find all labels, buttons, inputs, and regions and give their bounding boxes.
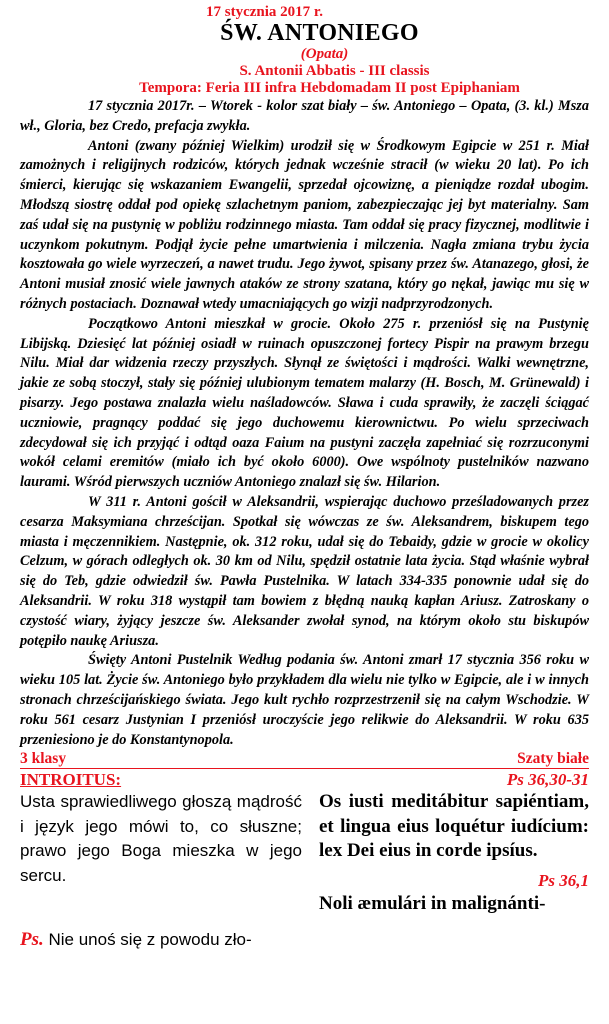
- paragraph-alexandria: W 311 r. Antoni gościł w Aleksandrii, wspierając duchowo prześladowanych przez cesarza Maksymiana chrześcijan. Spotkał się wówczas ze św. Aleksandrem, biskupem tego miasta i męczennikiem. Następnie, ok. 312 roku, udał się do Tebaidy, gdzie w grocie w okolicy Celzum, w górach odległych ok. 30 km od Nilu, spędził ostatnie lata życia. Stąd właśnie wybrał się do Teb, gdzie odwiedził św. Pawła Pustelnika. W latach 334-335 ponownie udał się do Aleksandrii. W roku 318 wystąpił tam bowiem z błędną nauką kapłan Ariusz. Zatroskany o czystość wiary, żyjący jeszcze św. Aleksander zwołał synod, na którym około stu biskupów potępiło naukę Ariusza.: [20, 493, 589, 649]
- polish-column: [20, 790, 302, 953]
- latin-antiphon: Os iusti meditábitur sapiéntiam, et lingua eius loquétur iudícium: lex Dei eius in corde ipsíus.: [319, 791, 589, 862]
- latin-column: [319, 790, 589, 953]
- paragraph-desert: Początkowo Antoni mieszkał w grocie. Około 275 r. przeniósł się na Pustynię Libijską. Dziesięć lat później osiadł w ruinach opuszczonej fortecy Pispir na prawym brzegu Nilu. Miał dar widzenia rzeczy przyszłych. Słynął ze świętości i mądrości. Walki wewnętrzne, jakie ze sobą stoczył, stały się później ulubionym tematem malarzy (H. Bosch, M. Grünewald) i pisarzy. Jego postawa znalazła wielu naśladowców. Sława i cuda sprawiły, że zaczęli ściągać uczniowie, pragnący poddać się jego duchowemu kierownictwu. Po wielu sprzeciwach zdecydował się ich przyjąć i odtąd oaza Faium na pustyni zaczęła zapełniać się rozrzuconymi wokół celami eremitów (miało ich być około 6000). Owe wspólnoty pustelników nazwano laurami. Wśród pierwszych uczniów Antoniego znalazł się św. Hilarion.: [20, 315, 589, 491]
- latin-tempora: Tempora: Feria III infra Hebdomadam II post Epiphaniam: [139, 80, 520, 96]
- vestments-label: Szaty białe: [517, 750, 589, 768]
- paragraph-life: Antoni (zwany później Wielkim) urodził się w Środkowym Egipcie w 251 r. Miał zamożnych i religijnych rodziców, których jednak wcześnie stracił (w wieku 20 lat). Po ich śmierci, kierując się wskazaniem Ewangelii, sprzedał ojcowiznę, a pieniądze rozdał ubogim. Młodszą siostrę oddał pod opiekę szlachetnym paniom, zabezpieczając jej byt materialny. Sam zaś udał się na pustynię w pobliżu rodzinnego miasta. Tam oddał się pracy fizycznej, modlitwie i uczynkom pokutnym. Podjął życie pełne umartwienia i milczenia. Nagła zmiana trybu życia kosztowała go wiele wyrzeczeń, a nawet trudu. Jego żywot, spisany przez św. Atanazego, głosi, że Antoni musiał znosić wiele jawnych ataków ze strony szatana, który go nękał, jawiąc mu się w różnych postaciach. Doznawał wtedy umacniających go wizji nadprzyrodzonych.: [20, 137, 589, 312]
- class-label: 3 klasy: [20, 750, 67, 768]
- polish-antiphon: Usta sprawiedliwego głoszą mądrość i język jego mówi to, co słuszne; prawo jego Boga mieszka w jego sercu.: [20, 792, 302, 885]
- missal-page: [20, 4, 589, 953]
- psalm-reference: Ps 36,1: [538, 870, 589, 890]
- class-line: [20, 750, 589, 769]
- latin-psalm: Noli æmulári in malignánti-: [319, 892, 546, 914]
- introit-reference: Ps 36,30-31: [506, 770, 589, 790]
- polish-psalm-line: [20, 928, 302, 953]
- date-heading: 17 stycznia 2017 r.: [206, 4, 323, 20]
- latin-feast-title: S. Antonii Abbatis - III classis: [239, 63, 430, 79]
- psalm-marker: Ps.: [20, 929, 44, 951]
- introit-heading: [20, 770, 589, 790]
- saint-rank: (Opata): [300, 46, 349, 62]
- polish-psalm: Nie unoś się z powodu zło-: [48, 930, 252, 950]
- introit-label: INTROITUS:: [20, 770, 122, 790]
- paragraph-rubric: 17 stycznia 2017r. – Wtorek - kolor szat biały – św. Antoniego – Opata, (3. kl.) Msza wł., Gloria, bez Credo, prefacja zwykła.: [20, 98, 589, 134]
- introit-columns: [20, 790, 589, 953]
- biography-text: [20, 97, 589, 750]
- saint-title: ŚW. ANTONIEGO: [220, 20, 419, 46]
- paragraph-death: Święty Antoni Pustelnik Według podania św. Antoni zmarł 17 stycznia 356 roku w wieku 105 lat. Życie św. Antoniego było przykładem dla wielu nie tylko w Egipcie, ale i w innych stronach chrześcijańskiego świata. Jego kult rychło rozprzestrzenił się na całym Wschodzie. W roku 561 cesarz Justynian I przeniósł uroczyście jego relikwie do Aleksandrii. W roku 635 przeniesiono je do Konstantynopola.: [20, 652, 589, 748]
